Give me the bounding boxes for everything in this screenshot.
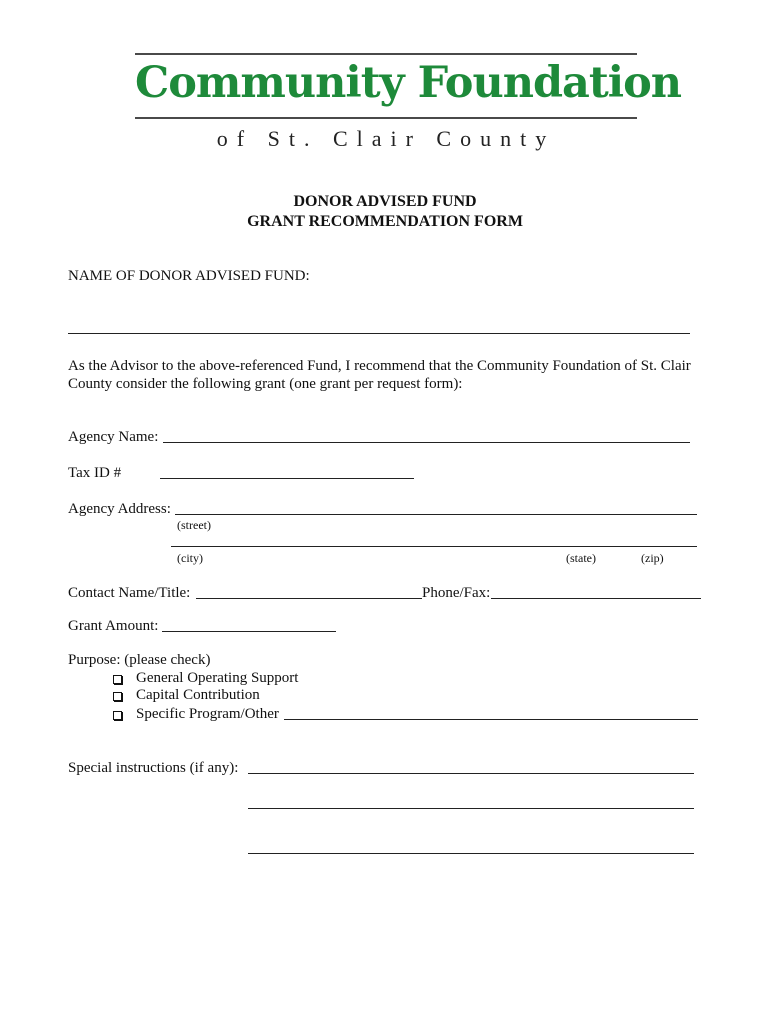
state-caption: (state) — [566, 551, 596, 565]
form-title-line1: DONOR ADVISED FUND — [293, 193, 477, 210]
agency-name-label: Agency Name: — [68, 429, 159, 445]
special-instructions-label: Special instructions (if any): — [68, 760, 239, 776]
intro-line-2: County consider the following grant (one grant per request form): — [68, 376, 463, 392]
option-capital-contribution: Capital Contribution — [136, 687, 260, 703]
fund-name-label: NAME OF DONOR ADVISED FUND: — [68, 268, 310, 284]
form-title-line2: GRANT RECOMMENDATION FORM — [247, 213, 523, 230]
logo-bottom-rule — [135, 117, 637, 119]
phone-label: Phone/Fax: — [422, 585, 491, 601]
intro-line-1: As the Advisor to the above-referenced Fund, I recommend that the Community Foundation of St. Clair — [68, 358, 691, 374]
street-field[interactable] — [175, 514, 697, 515]
grant-amount-label: Grant Amount: — [68, 618, 159, 634]
tax-id-field[interactable] — [160, 478, 414, 479]
fund-name-field[interactable] — [68, 333, 690, 334]
specific-program-field[interactable] — [284, 719, 698, 720]
checkbox-capital-contribution[interactable] — [113, 692, 122, 701]
contact-label: Contact Name/Title: — [68, 585, 191, 601]
option-general-operating: General Operating Support — [136, 670, 299, 686]
checkbox-specific-program[interactable] — [113, 711, 122, 720]
phone-field[interactable] — [491, 598, 701, 599]
option-specific-program: Specific Program/Other — [136, 706, 279, 722]
city-caption: (city) — [177, 551, 203, 565]
grant-amount-field[interactable] — [162, 631, 336, 632]
logo-wordmark: Community Foundation — [135, 58, 682, 108]
street-caption: (street) — [177, 518, 211, 532]
special-instructions-line-2[interactable] — [248, 808, 694, 809]
purpose-label: Purpose: (please check) — [68, 652, 211, 668]
logo-subtitle: of St. Clair County — [216, 126, 556, 151]
tax-id-label: Tax ID # — [68, 465, 122, 481]
contact-field[interactable] — [196, 598, 422, 599]
special-instructions-line-3[interactable] — [248, 853, 694, 854]
special-instructions-line-1[interactable] — [248, 773, 694, 774]
checkbox-general-operating[interactable] — [113, 675, 122, 684]
agency-name-field[interactable] — [163, 442, 690, 443]
city-state-zip-field[interactable] — [171, 546, 697, 547]
logo-top-rule — [135, 53, 637, 55]
zip-caption: (zip) — [641, 551, 664, 565]
agency-address-label: Agency Address: — [68, 501, 171, 517]
